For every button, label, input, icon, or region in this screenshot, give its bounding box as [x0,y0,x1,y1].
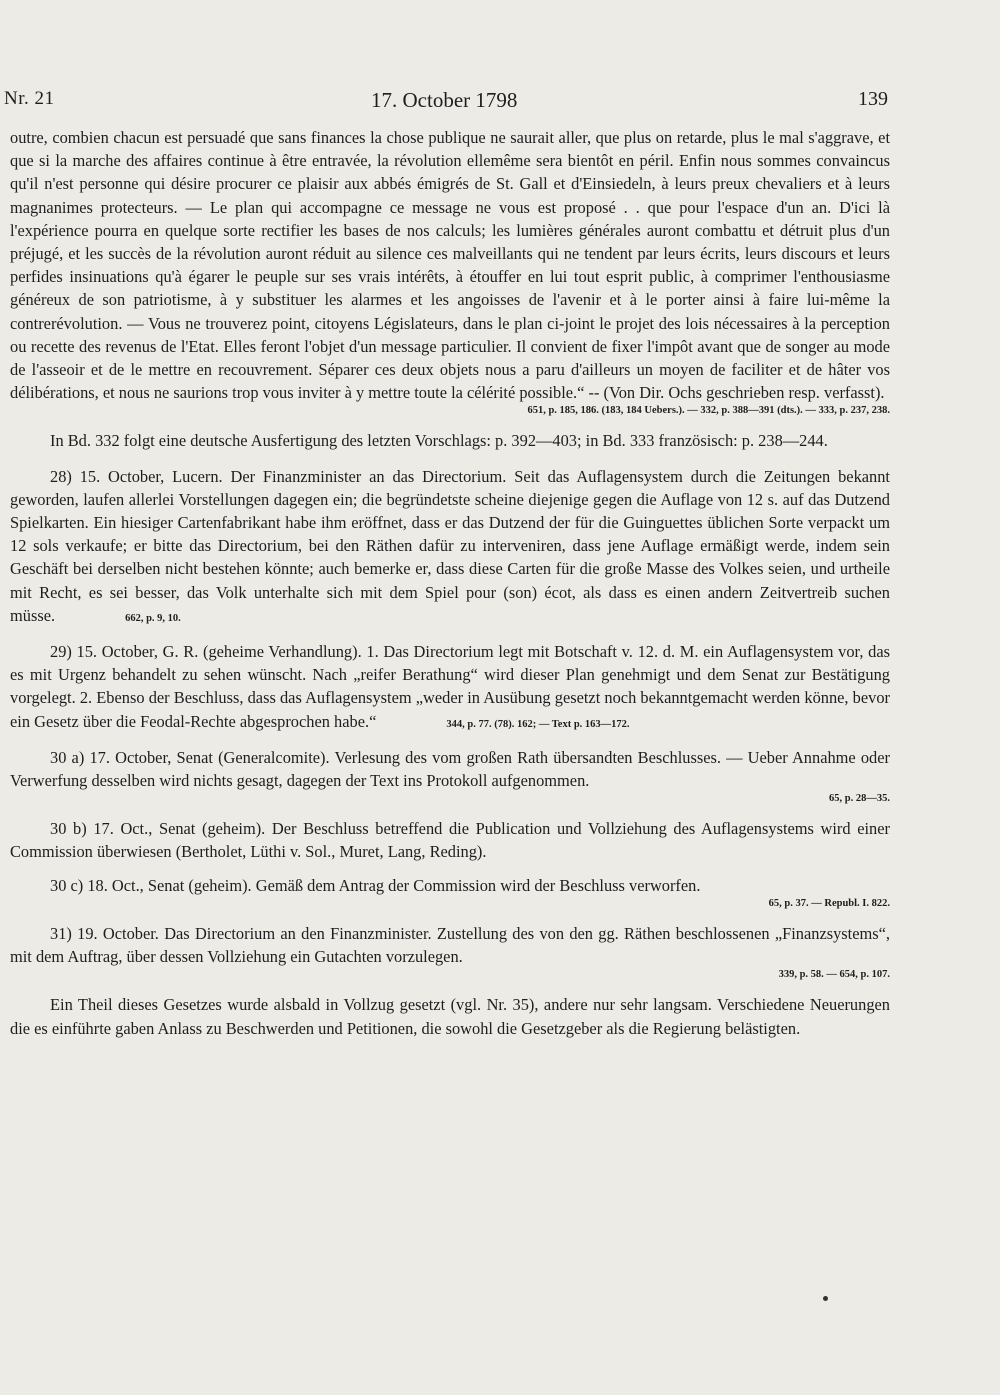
body-text [10,126,890,1040]
source-reference: 662, p. 9, 10. [125,612,181,624]
source-reference: 65, p. 37. — Republ. I. 822. [768,897,890,909]
paragraph-text: 28) 15. October, Lucern. Der Finanzminister an das Directorium. Seit das Auflagensystem durch die Zeitungen bekannt geworden, laufen allerlei Vorstellungen dagegen ein; die begründetste scheine diejenige gegen die Auflage von 12 s. auf das Dutzend Spielkarten. Ein hiesiger Cartenfabrikant habe ihm eröffnet, dass er das Dutzend der für die Guinguettes üblichen Sorte verpackt um 12 sols verkaufe; er bitte das Directorium, bei den Räthen dafür zu interveniren, dass jene Auflage ermäßigt werde, indem sein Geschäft bei derselben nicht bestehen könnte; auch bemerke er, dass diese Carten für die große Masse des Volkes seien, und urtheile mit Recht, es sei besser, das Volk unterhalte sich mit dem Spiel pour (son) écot, als dass es einen andern Zeitvertreib suchen müsse. [10,466,890,625]
paragraph-text: 31) 19. October. Das Directorium an den Finanzminister. Zustellung des von den gg. Räthen beschlossenen „Finanzsystems“, mit dem Auftrag, über dessen Vollziehung ein Gutachten vorzulegen. [10,923,890,967]
source-reference: 65, p. 28—35. [829,793,890,805]
paragraph-entry-30c [10,874,890,912]
paragraph-entry-30a [10,746,890,807]
source-reference: 651, p. 185, 186. (183, 184 Uebers.). — 332, p. 388—391 (dts.). — 333, p. 237, 238. [527,405,890,417]
paragraph-french-message [10,126,890,419]
paragraph-text: 30 c) 18. Oct., Senat (geheim). Gemäß dem Antrag der Commission wird der Beschluss verworfen. [50,875,701,895]
running-header [4,88,888,118]
paragraph-text: 30 a) 17. October, Senat (Generalcomite). Verlesung des vom großen Rath übersandten Beschlusses. — Ueber Annahme oder Verwerfung desselben wird nichts gesagt, dagegen der Text ins Protokoll aufgenommen. [10,747,890,791]
running-date: 17. October 1798 [371,88,518,112]
source-reference: 344, p. 77. (78). 162; — Text p. 163—172. [446,718,630,730]
paragraph-entry-30b [10,817,890,863]
paragraph-text: In Bd. 332 folgt eine deutsche Ausfertigung des letzten Vorschlags: p. 392—403; in Bd. 333 französisch: p. 238—244. [50,431,828,451]
document-number: Nr. 21 [4,88,55,109]
paragraph-note-bd332 [10,429,890,452]
source-reference: 339, p. 58. — 654, p. 107. [778,969,890,981]
paragraph-text: Ein Theil dieses Gesetzes wurde alsbald in Vollzug gesetzt (vgl. Nr. 35), andere nur sehr langsam. Verschiedene Neuerungen die es einführte gaben Anlass zu Beschwerden und Petitionen, die sowohl die Gesetzgeber als die Regierung belästigten. [10,995,890,1038]
paragraph-entry-31 [10,922,890,983]
paragraph-text: 30 b) 17. Oct., Senat (geheim). Der Beschluss betreffend die Publication und Vollziehung des Auflagensystems wird einer Commission überwiesen (Bertholet, Lüthi v. Sol., Muret, Lang, Reding). [10,819,890,862]
page-number: 139 [858,88,888,110]
paragraph-closing-note [10,993,890,1039]
paragraph-entry-29 [10,640,890,736]
paragraph-entry-28 [10,465,890,630]
paragraph-text: outre, combien chacun est persuadé que sans finances la chose publique ne saurait aller, que plus on retarde, plus le mal s'aggrave, et que si la marche des affaires continue à être entravée, la révolution ellemême sera bientôt en péril. Enfin nous sommes convaincus qu'il n'est personne qui désire procurer ce plaisir aux abbés émigrés de St. Gall et d'Einsiedeln, à leurs preux chevaliers et à leurs magnanimes protecteurs. — Le plan qui accompagne ce message ne vous est proposé . . que pour l'espace d'un an. D'ici là l'expérience pourra en quelque sorte rectifier les bases de nos calculs; les lumières générales auront combattu et détruit plus d'un préjugé, et les succès de la révolution auront réduit au silence ces malveillants qui ne tendent par leurs écrits, leurs discours et leurs perfides insinuations qu'à égarer le peuple sur ses vrais intérêts, à étouffer en lui tout esprit public, à comprimer l'enthousiasme généreux de son patriotisme, à y substituer les alarmes et les angoisses de l'avenir et à le porter ainsi à faire lui-même la contrerévolution. — Vous ne trouverez point, citoyens Législateurs, dans le plan ci-joint le projet des lois nécessaires à la perception ou recette des revenus de l'Etat. Elles feront l'objet d'un message particulier. Il convient de fixer l'impôt avant que de songer au mode de l'asseoir et de le mettre en recouvrement. Séparer ces deux objets nous a paru d'ailleurs un moyen de faciliter et de hâter vos délibérations, et nous ne saurions trop vous inviter à y mettre toute la célérité possible.“ -- (Von Dir. Ochs geschrieben resp. verfasst). [10,128,890,403]
ink-speck [823,1296,828,1301]
paragraph-text: 29) 15. October, G. R. (geheime Verhandlung). 1. Das Directorium legt mit Botschaft v. 12. d. M. ein Auflagensystem vor, das es mit Urgenz behandelt zu sehen wünscht. Nach „reifer Berathung“ wird dieser Plan genehmigt und dem Senat zur Bestätigung vorgelegt. 2. Ebenso der Beschluss, dass das Auflagensystem „weder in Ausübung gesetzt noch bekanntgemacht werden könne, bevor ein Gesetz über die Feodal-Rechte abgesprochen habe.“ [10,642,890,731]
